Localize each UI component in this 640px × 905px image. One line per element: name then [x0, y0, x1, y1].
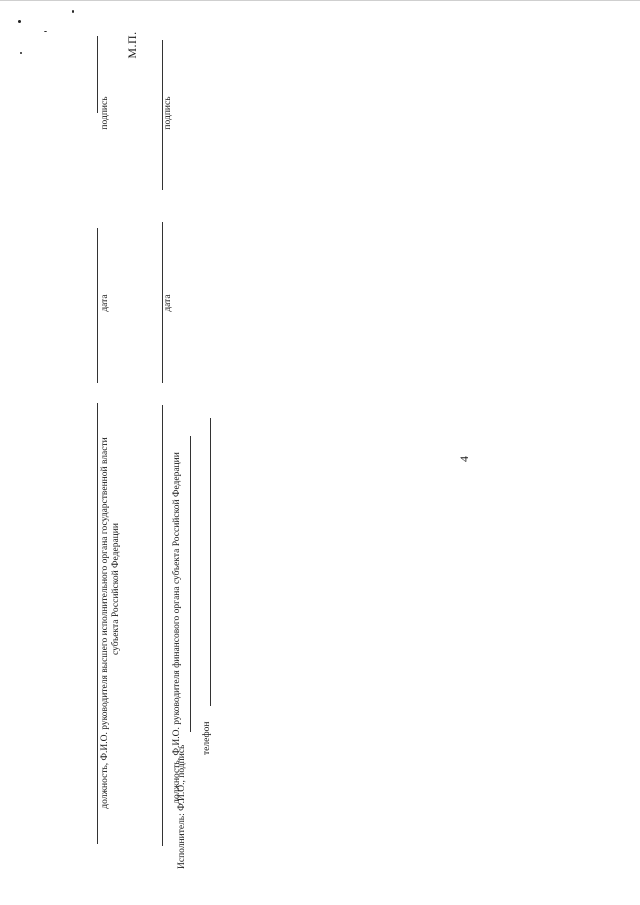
block2-position-label: должность, Ф.И.О. руководителя финансового органа субъекта Российской Федерации — [172, 452, 182, 804]
block2-signature-label: подпись — [163, 96, 173, 130]
scan-speck — [20, 52, 22, 54]
scan-speck — [18, 20, 21, 23]
block1-position-label-line2: субъекта Российской Федерации — [111, 523, 121, 655]
block1-position-line — [97, 403, 98, 844]
block1-date-label: дата — [100, 294, 110, 312]
block1-signature-label: подпись — [100, 96, 110, 130]
scan-speck — [72, 10, 74, 13]
block2-date-label: дата — [163, 294, 173, 312]
block1-date-line — [97, 228, 98, 383]
executor-blank-line — [190, 436, 191, 732]
scan-speck — [44, 31, 47, 32]
phone-label: телефон — [202, 721, 212, 755]
block1-signature-line — [97, 36, 98, 113]
block1-position-label-line1: должность, Ф.И.О. руководителя высшего исполнительного органа государственной власти — [100, 437, 110, 809]
phone-blank-line — [210, 418, 211, 706]
stamp-label: М.П. — [125, 31, 139, 59]
block2-position-line — [162, 405, 163, 846]
page-top-edge — [0, 0, 640, 1]
page-number: 4 — [457, 456, 471, 462]
executor-label: Исполнитель: Ф.И.О., подпись — [177, 744, 187, 869]
